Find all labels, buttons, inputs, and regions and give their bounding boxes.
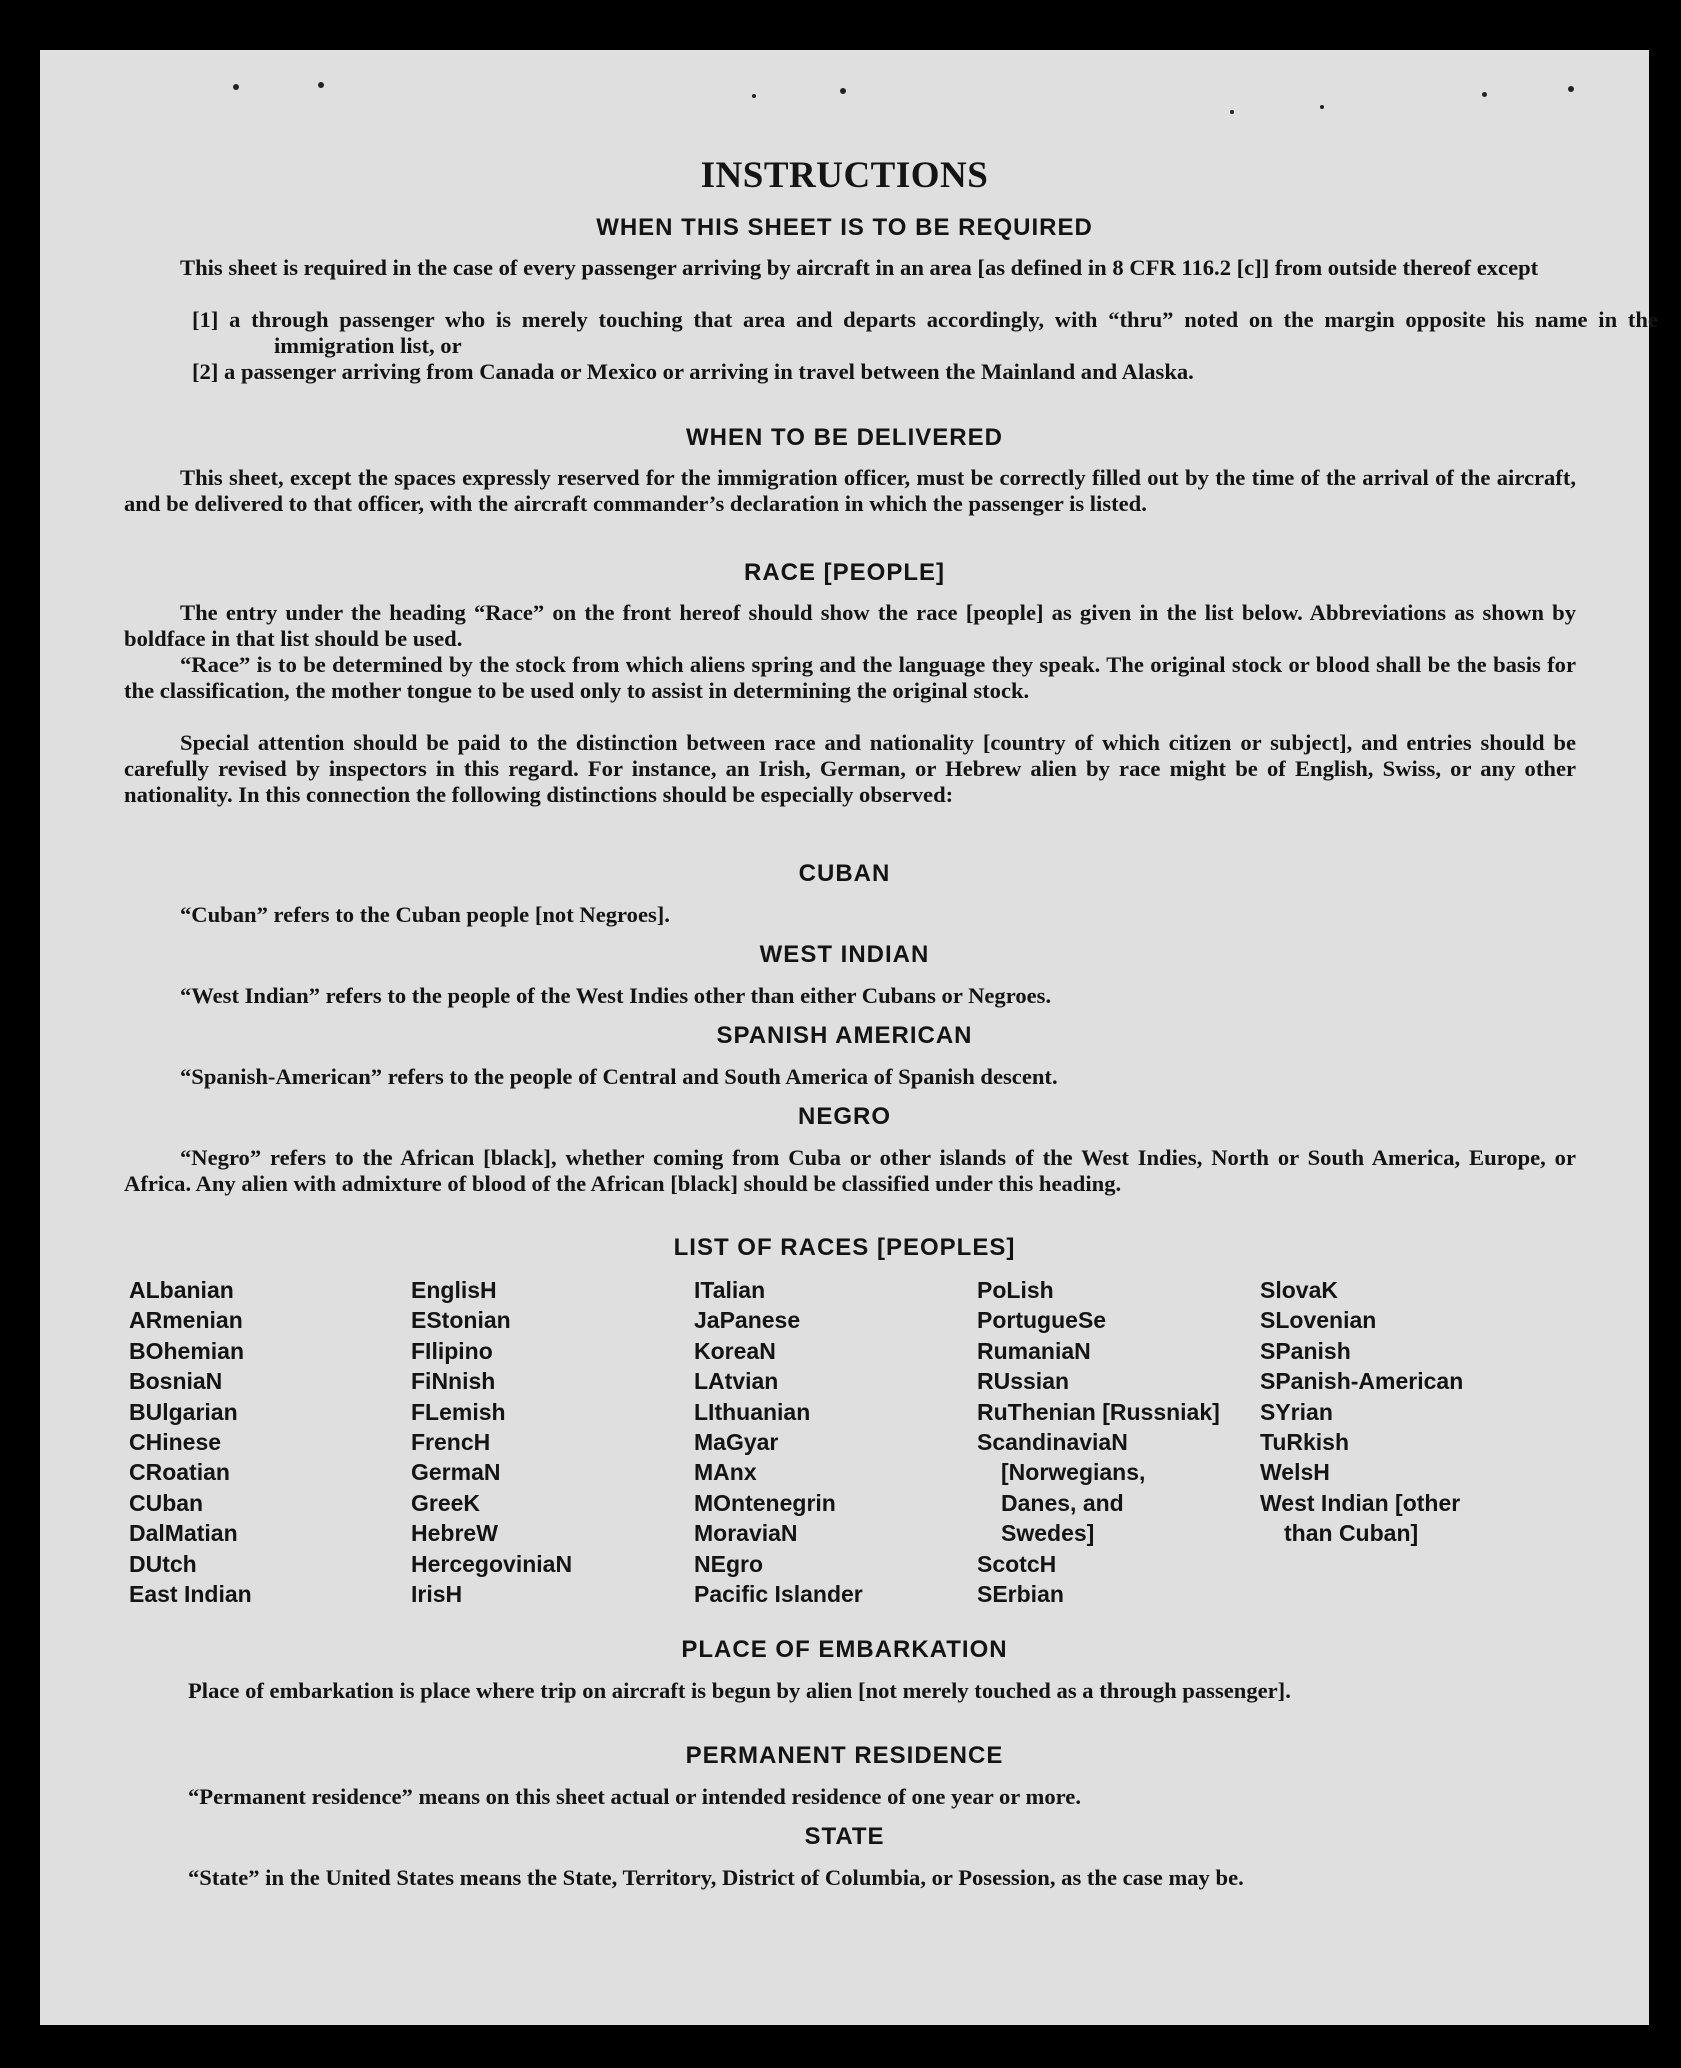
heading-place-of-embarkation: PLACE OF EMBARKATION bbox=[681, 1636, 1008, 1663]
scan-speck bbox=[752, 94, 756, 98]
race-entry: East Indian bbox=[129, 1581, 252, 1608]
scan-speck bbox=[1482, 92, 1487, 97]
scan-speck bbox=[1568, 86, 1574, 92]
race-entry: GermaN bbox=[411, 1459, 501, 1486]
race-entry: HercegoviniaN bbox=[411, 1550, 573, 1577]
race-entry: WelsH bbox=[1260, 1459, 1330, 1486]
heading-negro: NEGRO bbox=[797, 1103, 891, 1130]
heading-when-delivered: WHEN TO BE DELIVERED bbox=[686, 424, 1003, 451]
race-entry: MAnx bbox=[694, 1459, 757, 1486]
race-entry: CRoatian bbox=[129, 1459, 230, 1486]
race-entry: RuThenian [Russniak] bbox=[977, 1398, 1220, 1425]
race-entry: HebreW bbox=[411, 1520, 498, 1547]
residence-text: “Permanent residence” means on this sheet actual or intended residence of one year or more. bbox=[188, 1784, 1081, 1809]
races-column-3 bbox=[694, 1275, 914, 1609]
race-entry: FIlipino bbox=[411, 1337, 493, 1364]
race-entry: EnglisH bbox=[411, 1277, 497, 1303]
race-paragraph-1: The entry under the heading “Race” on the front hereof should show the race [people] as given in the list below. Abbreviations as shown by boldface in that list should be used. bbox=[124, 600, 1576, 651]
race-entry: PortugueSe bbox=[977, 1307, 1107, 1334]
race-entry: LAtvian bbox=[694, 1368, 779, 1395]
race-entry: DUtch bbox=[129, 1550, 197, 1577]
race-entry: RumaniaN bbox=[977, 1337, 1091, 1364]
when-required-item-2: [2] a passenger arriving from Canada or Mexico or arriving in travel between the Mainland and Alaska. bbox=[192, 359, 1194, 384]
race-entry: ARmenian bbox=[129, 1307, 243, 1334]
race-entry: SPanish bbox=[1260, 1337, 1351, 1364]
when-delivered-text: This sheet, except the spaces expressly reserved for the immigration officer, must be correctly filled out by the time of the arrival of the aircraft, and be delivered to that officer, with the aircraft commander’s declaration in which the passenger is listed. bbox=[124, 465, 1576, 516]
race-entry: SPanish-American bbox=[1260, 1368, 1464, 1395]
race-entry: MoraviaN bbox=[694, 1520, 798, 1547]
heading-when-required: WHEN THIS SHEET IS TO BE REQUIRED bbox=[596, 214, 1093, 241]
scan-speck bbox=[233, 84, 239, 90]
race-entry: EStonian bbox=[411, 1307, 511, 1334]
negro-text: “Negro” refers to the African [black], whether coming from Cuba or other islands of the West Indies, North or South America, Europe, or Africa. Any alien with admixture of blood of the African [black] should be classified under this heading. bbox=[124, 1145, 1576, 1196]
race-entry: JaPanese bbox=[694, 1307, 801, 1334]
race-entry: MaGyar bbox=[694, 1429, 779, 1456]
race-entry: ScandinaviaN [Norwegians, Danes, and Swedes] bbox=[977, 1429, 1146, 1547]
heading-cuban: CUBAN bbox=[798, 860, 891, 887]
race-entry: FiNnish bbox=[411, 1368, 496, 1395]
race-entry: TuRkish bbox=[1260, 1429, 1350, 1456]
race-entry: West Indian [other than Cuban] bbox=[1260, 1489, 1461, 1547]
race-entry: RUssian bbox=[977, 1368, 1070, 1395]
race-entry: FrencH bbox=[411, 1429, 491, 1456]
race-entry: NEgro bbox=[694, 1550, 763, 1577]
race-entry: PoLish bbox=[977, 1277, 1054, 1303]
race-entry: GreeK bbox=[411, 1489, 481, 1516]
heading-permanent-residence: PERMANENT RESIDENCE bbox=[685, 1742, 1004, 1769]
races-column-1 bbox=[129, 1275, 329, 1609]
spanish-american-text: “Spanish-American” refers to the people of Central and South America of Spanish descent. bbox=[180, 1064, 1058, 1089]
race-entry: FLemish bbox=[411, 1398, 506, 1425]
cuban-text: “Cuban” refers to the Cuban people [not Negroes]. bbox=[180, 902, 670, 927]
race-entry: SErbian bbox=[977, 1581, 1064, 1608]
heading-list-of-races: LIST OF RACES [PEOPLES] bbox=[673, 1234, 1016, 1261]
race-entry: LIthuanian bbox=[694, 1398, 811, 1425]
west-indian-text: “West Indian” refers to the people of the West Indies other than either Cubans or Negroes. bbox=[180, 983, 1052, 1008]
race-entry: MOntenegrin bbox=[694, 1489, 836, 1516]
race-entry: ScotcH bbox=[977, 1550, 1057, 1577]
when-required-intro: This sheet is required in the case of every passenger arriving by aircraft in an area [as defined in 8 CFR 116.2 [c]] from outside thereof except bbox=[180, 255, 1539, 280]
heading-spanish-american: SPANISH AMERICAN bbox=[716, 1022, 973, 1049]
race-entry: BUlgarian bbox=[129, 1398, 238, 1425]
races-column-2 bbox=[411, 1275, 611, 1609]
races-column-5 bbox=[1260, 1275, 1520, 1549]
race-entry: BosniaN bbox=[129, 1368, 223, 1395]
race-entry: KoreaN bbox=[694, 1337, 776, 1364]
heading-state: STATE bbox=[804, 1823, 885, 1850]
race-entry: SYrian bbox=[1260, 1398, 1333, 1425]
document-page bbox=[40, 50, 1658, 2025]
race-entry: ITalian bbox=[694, 1277, 766, 1303]
when-required-item-1: [1] a through passenger who is merely touching that area and departs accordingly, with “thru” noted on the margin opposite his name in the immigration list, or bbox=[192, 307, 1658, 358]
page-title: INSTRUCTIONS bbox=[700, 155, 989, 196]
scan-speck bbox=[840, 88, 846, 94]
race-paragraph-2: “Race” is to be determined by the stock from which aliens spring and the language they speak. The original stock or blood shall be the basis for the classification, the mother tongue to be used only to assist in determining the original stock. bbox=[124, 652, 1576, 703]
race-entry: Pacific Islander bbox=[694, 1581, 863, 1608]
scan-speck bbox=[318, 82, 324, 88]
embarkation-text: Place of embarkation is place where trip on aircraft is begun by alien [not merely touched as a through passenger]. bbox=[188, 1678, 1291, 1703]
race-entry: CUban bbox=[129, 1489, 204, 1516]
state-text: “State” in the United States means the State, Territory, District of Columbia, or Posession, as the case may be. bbox=[188, 1865, 1244, 1890]
race-entry: BOhemian bbox=[129, 1337, 245, 1364]
races-column-4 bbox=[977, 1275, 1222, 1609]
heading-west-indian: WEST INDIAN bbox=[759, 941, 930, 968]
race-entry: DalMatian bbox=[129, 1520, 238, 1547]
race-entry: CHinese bbox=[129, 1429, 222, 1456]
race-paragraph-3: Special attention should be paid to the distinction between race and nationality [country of which citizen or subject], and entries should be carefully revised by inspectors in this regard. For instance, an Irish, German, or Hebrew alien by race might be of English, Swiss, or any other nationality. In this connection the following distinctions should be especially observed: bbox=[124, 730, 1576, 807]
race-entry: SLovenian bbox=[1260, 1307, 1377, 1334]
race-entry: SlovaK bbox=[1260, 1277, 1338, 1303]
scan-speck bbox=[1320, 105, 1324, 109]
heading-race: RACE [PEOPLE] bbox=[743, 559, 945, 586]
race-entry: IrisH bbox=[411, 1581, 463, 1608]
scan-speck bbox=[1230, 110, 1234, 114]
race-entry: ALbanian bbox=[129, 1277, 234, 1303]
